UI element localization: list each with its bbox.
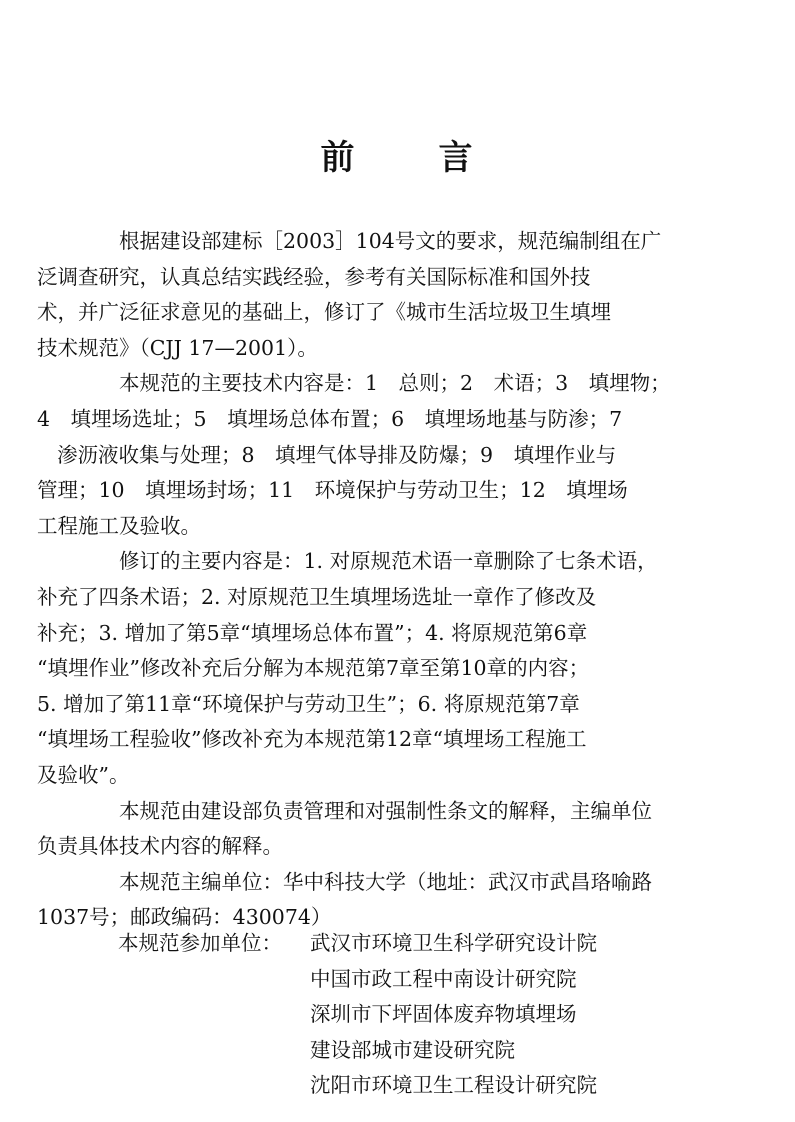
paragraph-line: 4 填埋场选址；5 填埋场总体布置；6 填埋场地基与防渗；7 bbox=[37, 406, 623, 431]
paragraph-line: 管理；10 填埋场封场；11 环境保护与劳动卫生；12 填埋场 bbox=[37, 478, 628, 503]
unit-row bbox=[118, 926, 597, 962]
paragraph-line: 技术规范》（CJJ 17—2001）。 bbox=[37, 335, 318, 360]
paragraph-line: 本规范的主要技术内容是：1 总则；2 术语；3 填埋物； bbox=[119, 371, 671, 396]
paragraph-line: 本规范由建设部负责管理和对强制性条文的解释，主编单位 bbox=[119, 798, 652, 823]
paragraph-line: 本规范主编单位：华中科技大学（地址：武汉市武昌珞喻路 bbox=[119, 869, 652, 894]
paragraph-line: 补充了四条术语；2. 对原规范卫生填埋场选址一章作了修改及 bbox=[37, 584, 597, 609]
unit-name: 沈阳市环境卫生工程设计研究院 bbox=[310, 1073, 597, 1098]
paragraph-line: 工程施工及验收。 bbox=[37, 513, 201, 538]
paragraph-line: 负责具体技术内容的解释。 bbox=[37, 834, 283, 859]
paragraph-background bbox=[37, 224, 723, 366]
paragraph-line: 术，并广泛征求意见的基础上，修订了《城市生活垃圾卫生填埋 bbox=[37, 300, 611, 325]
unit-name: 建设部城市建设研究院 bbox=[310, 1037, 515, 1062]
paragraph-management bbox=[37, 794, 723, 865]
unit-row bbox=[118, 997, 597, 1033]
title-char-1: 前 bbox=[320, 138, 357, 178]
unit-row bbox=[118, 1033, 597, 1069]
unit-row bbox=[118, 1068, 597, 1104]
title-char-2: 言 bbox=[438, 138, 475, 178]
unit-row bbox=[118, 962, 597, 998]
preface-body bbox=[37, 224, 723, 936]
paragraph-line: 修订的主要内容是：1. 对原规范术语一章删除了七条术语， bbox=[119, 549, 658, 574]
paragraph-line: 补充；3. 增加了第5章“填埋场总体布置”；4. 将原规范第6章 bbox=[37, 620, 588, 645]
unit-name: 深圳市下坪固体废弃物填埋场 bbox=[310, 1002, 577, 1027]
paragraph-line: 1037号；邮政编码：430074） bbox=[37, 905, 332, 930]
paragraph-line: 根据建设部建标［2003］104号文的要求，规范编制组在广 bbox=[119, 229, 662, 253]
paragraph-main-content bbox=[37, 366, 723, 544]
unit-name: 中国市政工程中南设计研究院 bbox=[310, 966, 577, 991]
participating-units bbox=[118, 926, 597, 1104]
unit-name: 武汉市环境卫生科学研究设计院 bbox=[310, 931, 597, 955]
paragraph-line: “填埋场工程验收”修改补充为本规范第12章“填埋场工程施工 bbox=[37, 727, 587, 752]
paragraph-line: 渗沥液收集与处理；8 填埋气体导排及防爆；9 填埋作业与 bbox=[57, 442, 617, 467]
paragraph-line: 及验收”。 bbox=[37, 762, 130, 787]
participating-units-label: 本规范参加单位： bbox=[118, 931, 282, 955]
paragraph-revisions bbox=[37, 544, 723, 793]
paragraph-line: 泛调查研究，认真总结实践经验，参考有关国际标准和国外技 bbox=[37, 264, 591, 289]
paragraph-line: “填埋作业”修改补充后分解为本规范第7章至第10章的内容； bbox=[37, 656, 590, 681]
page-title bbox=[0, 130, 795, 179]
paragraph-line: 5. 增加了第11章“环境保护与劳动卫生”；6. 将原规范第7章 bbox=[37, 691, 580, 716]
